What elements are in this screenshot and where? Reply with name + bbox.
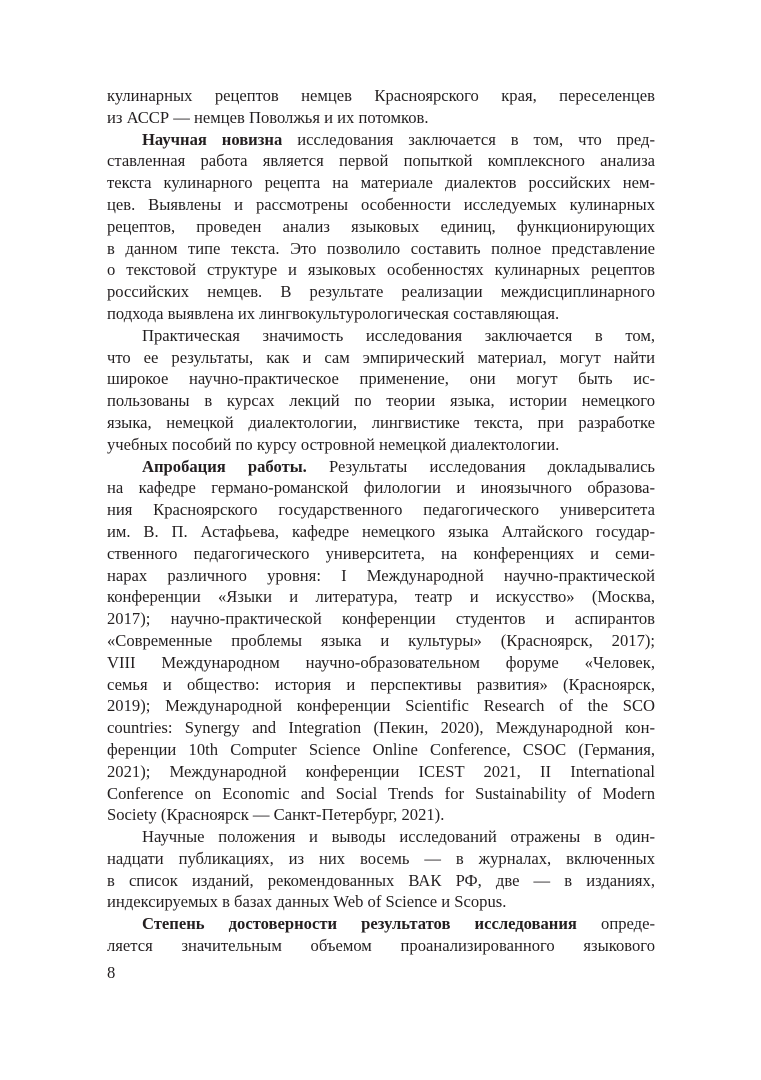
text-line [107,368,655,390]
text-line [107,499,655,521]
text-line [107,652,655,674]
text-line [107,434,655,456]
line-text: исследования заключается в том, что пред- [282,129,656,149]
paragraph [107,826,655,913]
text-line [107,412,655,434]
text-line [107,804,655,826]
line-text: конференции «Языки и литература, театр и искусство» (Москва, [107,587,655,607]
bold-lead-in: Научная новизна [142,129,283,149]
line-text: российских немцев. В результате реализации междисциплинарного [107,282,655,302]
text-line [107,107,655,129]
line-text: VIII Международном научно-образовательном форуме «Человек, [107,652,655,672]
text-line [107,783,655,805]
text-line [107,85,655,107]
line-text: языка, немецкой диалектологии, лингвистике текста, при разработке [107,412,655,432]
text-line [107,848,655,870]
line-text: ставленная работа является первой попыткой комплексного анализа [107,151,655,171]
line-text: широкое научно-практическое применение, они могут быть ис- [107,369,655,389]
line-text: пользованы в курсах лекций по теории языка, истории немецкого [107,391,655,411]
paragraph [107,456,655,827]
line-text: ния Красноярского государственного педагогического университета [107,500,655,520]
text-line [107,303,655,325]
line-text: ляется значительным объемом проанализированного языкового [107,936,655,956]
line-text: о текстовой структуре и языковых особенностях кулинарных рецептов [107,260,655,280]
line-text: ференции 10th Computer Science Online Conference, CSOC (Германия, [107,739,655,759]
line-text: рецептов, проведен анализ языковых единиц, функционирующих [107,216,655,236]
line-text: что ее результаты, как и сам эмпирический материал, могут найти [107,347,655,367]
text-line [107,739,655,761]
text-line [107,281,655,303]
text-line [107,826,655,848]
text-line [107,129,655,151]
text-line [107,695,655,717]
text-line [107,390,655,412]
text-line [107,891,655,913]
line-text: цев. Выявлены и рассмотрены особенности исследуемых кулинарных [107,194,655,214]
text-line [107,238,655,260]
line-text: на кафедре германо-романской филологии и иноязычного образова- [107,478,655,498]
line-text: «Современные проблемы языка и культуры» (Красноярск, 2017); [107,630,655,650]
paragraph [107,913,655,957]
line-text: 2021); Международной конференции ICEST 2021, II International [107,761,655,781]
text-line [107,761,655,783]
bold-lead-in: Апробация работы. [142,456,307,476]
text-line [107,194,655,216]
text-line [107,543,655,565]
line-text: в список изданий, рекомендованных ВАК РФ, две — в изданиях, [107,870,655,890]
line-text: 2019); Международной конференции Scientific Research of the SCO [107,696,655,716]
line-text: семья и общество: история и перспективы развития» (Красноярск, [107,674,655,694]
line-text: ственного педагогического университета, на конференциях и семи- [107,543,655,563]
text-line [107,674,655,696]
line-text: из АССР — немцев Поволжья и их потомков. [107,107,429,127]
paragraph [107,325,655,456]
page-body [107,85,655,957]
line-text: нарах различного уровня: I Международной научно-практической [107,565,655,585]
line-text: Society (Красноярск — Санкт-Петербург, 2021). [107,805,445,825]
text-line [107,521,655,543]
line-text: countries: Synergy and Integration (Пекин, 2020), Международной кон- [107,718,655,738]
line-text: в данном типе текста. Это позволило составить полное представление [107,238,655,258]
line-text: Результаты исследования докладывались [306,456,655,476]
text-line [107,608,655,630]
text-line [107,456,655,478]
text-line [107,717,655,739]
bold-lead-in: Степень достоверности результатов исследования [142,914,577,934]
text-line [107,172,655,194]
text-line [107,347,655,369]
text-line [107,216,655,238]
text-line [107,586,655,608]
line-text: опреде- [576,914,656,934]
line-text: Практическая значимость исследования заключается в том, [142,325,655,345]
line-text: 2017); научно-практической конференции студентов и аспирантов [107,609,655,629]
line-text: им. В. П. Астафьева, кафедре немецкого языка Алтайского государ- [107,521,655,541]
line-text: индексируемых в базах данных Web of Science и Scopus. [107,892,507,912]
page-number: 8 [107,963,116,982]
line-text: Conference on Economic and Social Trends for Sustainability of Modern [107,783,655,803]
text-line [107,477,655,499]
line-text: текста кулинарного рецепта на материале диалектов российских нем- [107,173,655,193]
line-text: кулинарных рецептов немцев Красноярского края, переселенцев [107,86,655,105]
text-line [107,565,655,587]
line-text: учебных пособий по курсу островной немецкой диалектологии. [107,434,560,454]
line-text: подхода выявлена их лингвокультурологическая составляющая. [107,303,560,323]
line-text: Научные положения и выводы исследований отражены в один- [142,827,655,847]
line-text: надцати публикациях, из них восемь — в журналах, включенных [107,848,655,868]
text-line [107,259,655,281]
paragraph [107,85,655,129]
text-line [107,913,655,935]
text-line [107,630,655,652]
text-line [107,325,655,347]
text-line [107,870,655,892]
text-line [107,150,655,172]
paragraph [107,129,655,325]
text-line [107,935,655,957]
